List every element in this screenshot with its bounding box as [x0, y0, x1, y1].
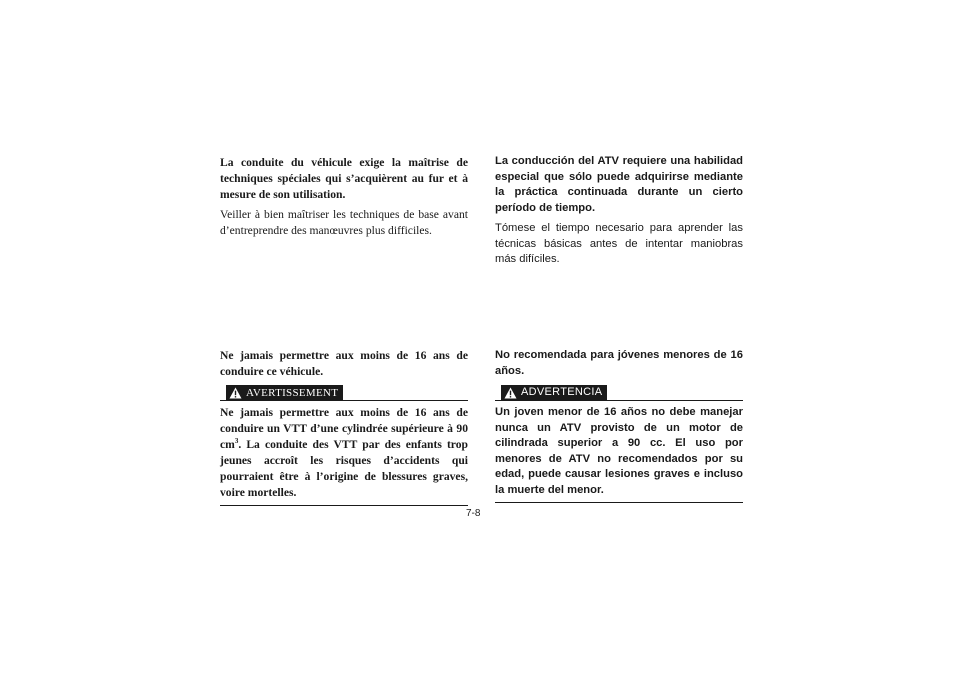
spanish-warning-text: Un joven menor de 16 años no debe manejar nunca un ATV provisto de un motor de cilindrada superior a 90 cc. El uso por menores de ATV no recomendados por su edad, puede causar lesiones graves e incluso la muerte del menor.	[495, 406, 743, 496]
french-warning-text	[220, 405, 468, 501]
warning-triangle-icon	[229, 387, 242, 399]
french-age-heading: Ne jamais permettre aux moins de 16 ans de conduire ce véhicule.	[220, 349, 468, 378]
cubic-superscript: 3	[234, 437, 239, 446]
french-warning-text-main: Ne jamais permettre aux moins de 16 ans de conduire un VTT d’une cylindrée supérieure à 90 cm	[220, 406, 468, 451]
french-warning-header	[220, 385, 468, 401]
french-warning-section	[220, 348, 468, 506]
french-intro-section	[220, 155, 468, 239]
french-warning-label: AVERTISSEMENT	[246, 386, 339, 399]
french-intro-heading: La conduite du véhicule exige la maîtrise de techniques spéciales qui s’acquièrent au fur et à mesure de son utilisation.	[220, 156, 468, 201]
spanish-intro-heading: La conducción del ATV requiere una habilidad especial que sólo puede adquirirse mediante la práctica continuada durante un cierto período de tiempo.	[495, 155, 743, 214]
spanish-age-heading: No recomendada para jóvenes menores de 16 años.	[495, 349, 743, 377]
spanish-warning-header	[495, 385, 743, 401]
page-number: 7-8	[466, 508, 481, 519]
spanish-warning-label: ADVERTENCIA	[521, 385, 603, 398]
warning-triangle-icon	[504, 387, 517, 399]
spanish-warning-section	[495, 348, 743, 503]
spanish-intro-body: Tómese el tiempo necesario para aprender las técnicas básicas antes de intentar maniobras más difíciles.	[495, 222, 743, 265]
french-warning-bottom-rule	[220, 505, 468, 506]
spanish-warning-badge	[501, 385, 607, 400]
french-warning-badge	[226, 385, 343, 400]
spanish-warning-bottom-rule	[495, 502, 743, 503]
french-warning-text-rest: . La conduite des VTT par des enfants trop jeunes accroît les risques d’accidents qui pourraient être à l’origine de blessures graves, voire mortelles.	[220, 438, 468, 499]
spanish-intro-section	[495, 154, 743, 268]
french-intro-body: Veiller à bien maîtriser les techniques de base avant d’entreprendre des manœuvres plus difficiles.	[220, 208, 468, 237]
